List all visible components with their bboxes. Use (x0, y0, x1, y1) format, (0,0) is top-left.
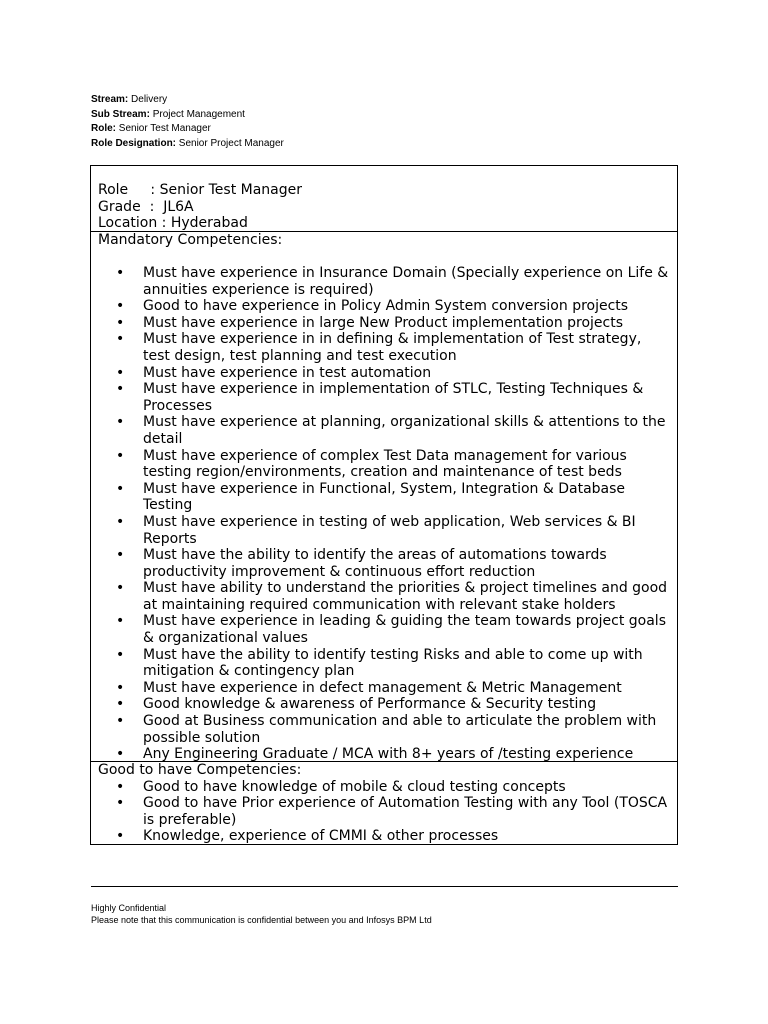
designation-value: Senior Project Manager (178, 137, 284, 149)
role-line: Role : Senior Test Manager (98, 182, 303, 198)
list-item-text: Must have experience in large New Product implementation projects (143, 314, 624, 331)
bullet-icon: • (116, 265, 125, 281)
stream-value: Delivery (131, 94, 168, 105)
mandatory-title: Mandatory Competencies: (98, 232, 283, 248)
good-competencies-section (91, 762, 677, 846)
bullet-icon: • (116, 713, 125, 730)
role-info-section (91, 166, 677, 232)
list-item-text: Any Engineering Graduate / MCA with 8+ years of /testing experience (143, 746, 634, 763)
bullet-icon: • (116, 364, 125, 381)
list-item-text: Must have experience in Insurance Domain (Specially experience on Life & annuities experience is required) (143, 265, 669, 298)
list-item (91, 680, 677, 697)
bullet-icon: • (116, 381, 125, 398)
list-item-text: Must have ability to understand the priorities & project timelines and good at maintaining required communication with relevant stake holders (143, 580, 668, 613)
document-header (91, 93, 284, 151)
footer (91, 902, 432, 926)
mandatory-competencies-section (91, 232, 677, 762)
role-label: Role: (91, 123, 116, 134)
designation-row (91, 137, 284, 152)
mandatory-list (91, 265, 677, 763)
footer-line1: Highly Confidential (91, 903, 167, 913)
stream-label: Stream: (91, 94, 129, 105)
bullet-icon: • (116, 480, 125, 497)
list-item (91, 746, 677, 763)
list-item (91, 795, 677, 828)
location-line: Location : Hyderabad (98, 215, 248, 232)
list-item (91, 365, 677, 382)
list-item (91, 547, 677, 580)
role-info (98, 182, 302, 232)
list-item-text: Good to have experience in Policy Admin System conversion projects (143, 298, 629, 315)
bullet-icon: • (116, 580, 125, 597)
grade-line: Grade : JL6A (98, 198, 194, 215)
substream-value: Project Management (152, 108, 245, 120)
substream-row (91, 108, 284, 123)
bullet-icon: • (116, 298, 125, 315)
bullet-icon: • (116, 314, 125, 331)
list-item-text: Good knowledge & awareness of Performance & Security testing (143, 696, 597, 713)
list-item (91, 315, 677, 332)
role-value: Senior Test Manager (118, 123, 211, 134)
good-title: Good to have Competencies: (98, 762, 302, 778)
list-item (91, 779, 677, 796)
list-item (91, 448, 677, 481)
list-item (91, 613, 677, 646)
list-item (91, 514, 677, 547)
list-item (91, 696, 677, 713)
list-item-text: Must have the ability to identify the areas of automations towards productivity improvement & continuous effort reduction (143, 547, 607, 580)
list-item (91, 265, 677, 298)
bullet-icon: • (116, 646, 125, 663)
bullet-icon: • (116, 679, 125, 696)
list-item-text: Must have experience in leading & guiding the team towards project goals & organizational values (143, 613, 666, 647)
bullet-icon: • (116, 331, 125, 348)
bullet-icon: • (116, 414, 125, 431)
bullet-icon: • (116, 746, 125, 763)
list-item (91, 713, 677, 746)
role-row (91, 122, 284, 137)
bullet-icon: • (116, 513, 125, 530)
substream-label: Sub Stream: (91, 108, 150, 120)
list-item-text: Must have experience in Functional, System, Integration & Database Testing (143, 480, 626, 514)
list-item-text: Must have experience at planning, organizational skills & attentions to the detail (143, 414, 666, 447)
designation-label: Role Designation: (91, 137, 177, 149)
list-item (91, 298, 677, 315)
bullet-icon: • (116, 547, 125, 564)
list-item-text: Knowledge, experience of CMMI & other processes (143, 828, 499, 845)
list-item-text: Must have experience in in defining & implementation of Test strategy, test design, test planning and test execution (143, 331, 642, 364)
list-item (91, 331, 677, 364)
list-item-text: Must have experience in test automation (143, 364, 432, 381)
list-item (91, 647, 677, 680)
bullet-icon: • (116, 795, 125, 812)
list-item (91, 414, 677, 447)
bullet-icon: • (116, 696, 125, 713)
list-item-text: Good at Business communication and able to articulate the problem with possible solution (143, 713, 657, 746)
list-item (91, 580, 677, 613)
bullet-icon: • (116, 778, 125, 795)
list-item-text: Good to have Prior experience of Automation Testing with any Tool (TOSCA is preferable) (143, 795, 668, 828)
bullet-icon: • (116, 613, 125, 630)
footer-divider (91, 886, 678, 887)
list-item (91, 481, 677, 514)
list-item (91, 828, 677, 845)
footer-line2: Please note that this communication is confidential between you and Infosys BPM Ltd (91, 915, 432, 925)
bullet-icon: • (116, 447, 125, 464)
bullet-icon: • (116, 828, 125, 845)
list-item-text: Must have the ability to identify testing Risks and able to come up with mitigation & contingency plan (143, 646, 643, 680)
list-item-text: Must have experience in testing of web application, Web services & BI Reports (143, 513, 636, 547)
stream-row (91, 93, 284, 108)
list-item-text: Must have experience in implementation of STLC, Testing Techniques & Processes (143, 381, 644, 414)
list-item-text: Must have experience of complex Test Data management for various testing region/environments, creation and maintenance of test beds (143, 447, 627, 481)
list-item-text: Must have experience in defect management & Metric Management (143, 679, 622, 696)
list-item-text: Good to have knowledge of mobile & cloud testing concepts (143, 778, 566, 795)
job-description-table (90, 165, 678, 845)
good-list (91, 779, 677, 845)
list-item (91, 381, 677, 414)
